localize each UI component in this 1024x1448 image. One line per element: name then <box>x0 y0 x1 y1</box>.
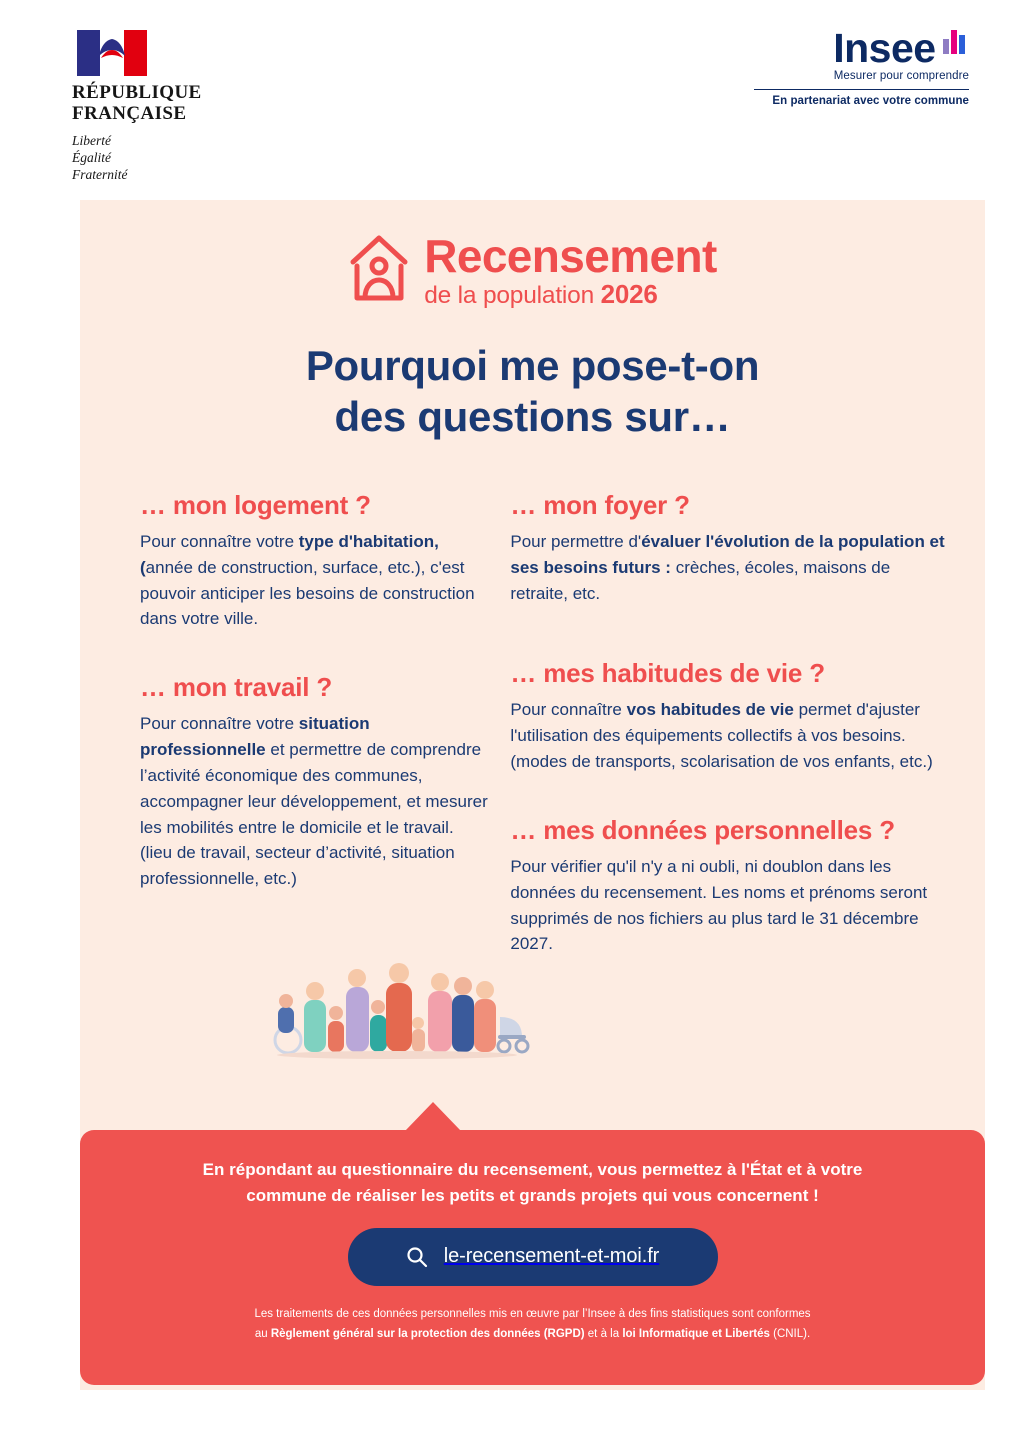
block-foyer <box>510 490 945 606</box>
insee-bars-icon <box>943 30 969 59</box>
block-habitudes-heading: … mes habitudes de vie ? <box>510 658 825 689</box>
banner-pointer <box>405 1102 461 1131</box>
block-travail-heading: … mon travail ? <box>140 672 333 703</box>
block-donnees-text: Pour vérifier qu'il n'y a ni oubli, ni doublon dans les données du recensement. Les noms et prénoms seront supprimés de nos fichiers au plus tard le 31 décembre 2027. <box>510 856 928 954</box>
group-of-people-illustration <box>260 945 535 1060</box>
recensement-logo <box>80 229 985 309</box>
recensement-subtitle: de la population 2026 <box>424 278 658 309</box>
republic-motto: Liberté Égalité Fraternité <box>72 132 128 183</box>
block-logement-text: Pour connaître votre type d'habitation, (année de construction, surface, etc.), c'est pouvoir anticiper les besoins de construction dans votre ville. <box>140 532 475 629</box>
website-link-button[interactable] <box>348 1228 718 1286</box>
block-donnees <box>510 815 945 957</box>
insee-wordmark: Insee <box>833 25 936 71</box>
block-travail <box>140 672 490 892</box>
block-habitudes <box>510 658 945 774</box>
right-column <box>510 490 945 997</box>
left-column <box>140 490 490 997</box>
call-to-action-banner <box>80 1130 985 1385</box>
insee-divider <box>754 89 969 90</box>
banner-message: En répondant au questionnaire du recensement, vous permettez à l'État et à votre commune de réaliser les petits et grands projets qui vous concernent ! <box>202 1160 863 1206</box>
search-icon <box>406 1246 428 1268</box>
block-foyer-heading: … mon foyer ? <box>510 490 690 520</box>
recensement-title: Recensement <box>424 229 717 282</box>
insee-logo <box>754 25 969 107</box>
republique-francaise-logo <box>72 30 282 184</box>
marianne-figure-icon <box>77 30 147 76</box>
recensement-year: 2026 <box>600 278 658 309</box>
page-header <box>0 0 1024 200</box>
french-flag-icon <box>77 30 147 76</box>
insee-partner-text: En partenariat avec votre commune <box>772 95 969 107</box>
block-logement-heading: … mon logement ? <box>140 490 371 520</box>
house-person-icon <box>348 232 410 309</box>
block-logement <box>140 490 490 632</box>
content-columns <box>140 490 945 997</box>
page-title: Pourquoi me pose-t-on des questions sur… <box>305 342 760 441</box>
republic-title: RÉPUBLIQUE FRANÇAISE <box>72 82 202 125</box>
insee-tagline: Mesurer pour comprendre <box>833 70 969 82</box>
block-donnees-heading: … mes données personnelles ? <box>510 814 895 845</box>
block-foyer-text: Pour permettre d'évaluer l'évolution de la population et ses besoins futurs : crèches, écoles, maisons de retraite, etc. <box>510 532 945 603</box>
block-travail-text: Pour connaître votre situation professionnelle et permettre de comprendre l’activité économique des communes, accompagner leur développement, et mesurer les mobilités entre le domicile et le travail. (lieu de travail, secteur d’activité, situation professionnelle, etc.) <box>140 714 488 889</box>
block-habitudes-text: Pour connaître vos habitudes de vie permet d'ajuster l'utilisation des équipements collectifs à vos besoins. (modes de transports, scolarisation de vos enfants, etc.) <box>510 700 933 772</box>
website-url: le-recensement-et-moi.fr <box>443 1245 660 1268</box>
legal-notice: Les traitements de ces données personnelles mis en œuvre par l’Insee à des fins statistiques sont conformes au Règlement général sur la protection des données (RGPD) et à la loi Informatique et Libertés (CNIL). <box>254 1307 811 1340</box>
